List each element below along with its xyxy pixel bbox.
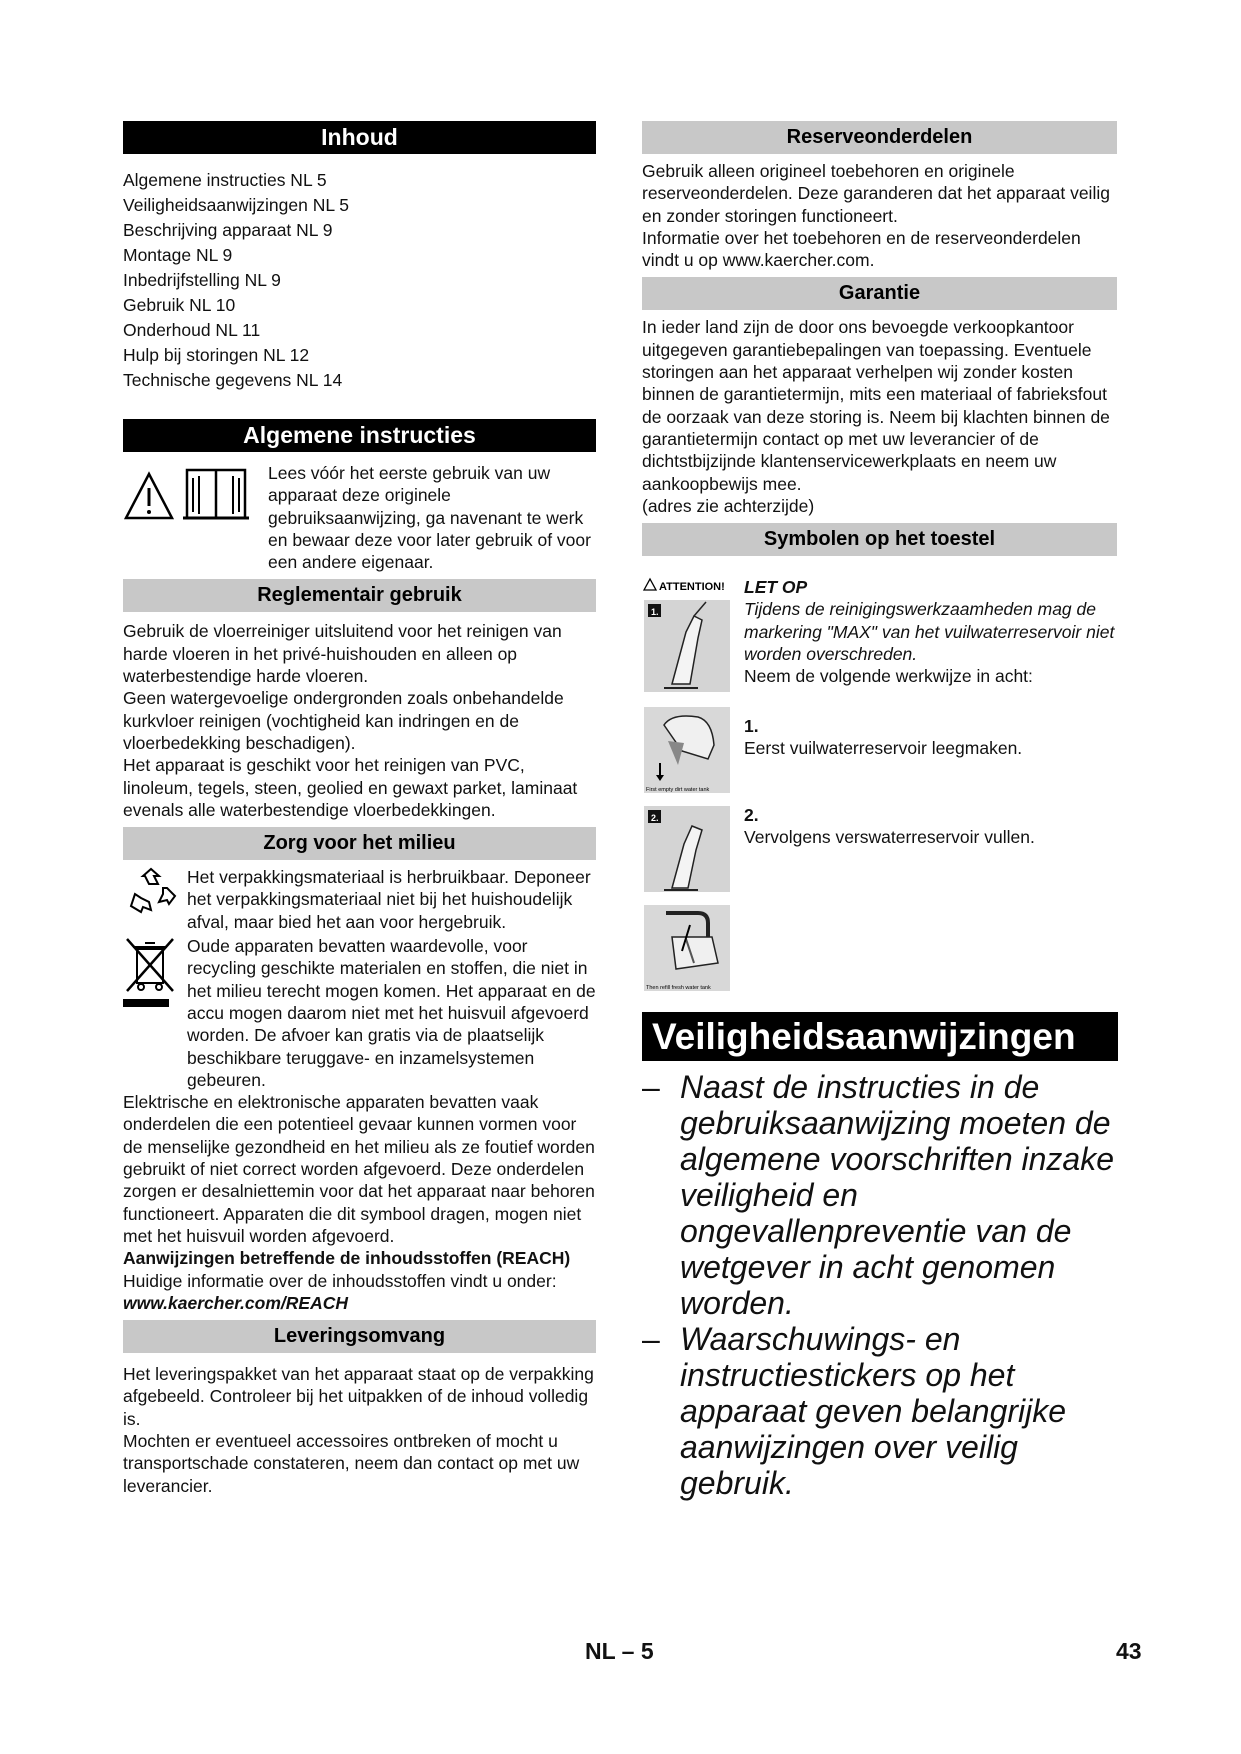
safety-item — [642, 1069, 1117, 1321]
manual-book-icon — [183, 470, 249, 518]
step1-badge: 1. — [651, 607, 659, 618]
empty-tank-image — [642, 705, 732, 800]
toc-item[interactable]: Beschrijving apparaat NL 9 — [123, 220, 333, 240]
symbol-row-4 — [642, 903, 1117, 998]
warranty-text-2: (adres zie achterzijde) — [642, 495, 815, 516]
recycle-block — [123, 866, 596, 933]
dash-marker: – — [642, 1321, 660, 1358]
step2-text-block — [744, 804, 1035, 899]
symbol-row-1 — [642, 576, 1117, 701]
usage-text-1: Gebruik de vloerreiniger uitsluitend voor het reinigen van harde vloeren in het privé-huishouden en alleen op waterbestendige harde vloeren. — [123, 621, 562, 687]
caption-fill: Then refill fresh water tank — [646, 985, 711, 992]
step2-number: 2. — [744, 805, 759, 826]
caption-empty: First empty dirt water tank — [646, 787, 710, 794]
dash-marker: – — [642, 1069, 660, 1106]
symbols-heading: Symbolen op het toestel — [642, 523, 1117, 556]
safety-text-1: Naast de instructies in de gebruiksaanwijzing moeten de algemene voorschriften inzake veiligheid en ongevallenpreventie van de wetgever in acht genomen worden. — [680, 1069, 1115, 1322]
step1-text: Eerst vuilwaterreservoir leegmaken. — [744, 738, 1023, 759]
safety-heading: Veiligheidsaanwijzingen — [642, 1012, 1118, 1061]
warning-manual-icons — [123, 462, 268, 573]
safety-item — [642, 1321, 1117, 1501]
letop-label: LET OP — [744, 577, 808, 598]
recycle-text: Het verpakkingsmateriaal is herbruikbaar. Deponeer het verpakkingsmateriaal niet bij het huishoudelijk afval, maar bied het aan voor hergebruik. — [187, 867, 591, 932]
step2-badge: 2. — [651, 813, 659, 824]
toc-item[interactable]: Hulp bij storingen NL 12 — [123, 345, 310, 365]
max-warning: Tijdens de reinigingswerkzaamheden mag de markering "MAX" van het vuilwaterreservoir niet worden overschreden. — [744, 599, 1115, 665]
symbol-row-3 — [642, 804, 1117, 899]
toc-item[interactable]: Inbedrijfstelling NL 9 — [123, 270, 281, 290]
warranty-text-1: In ieder land zijn de door ons bevoegde verkoopkantoor uitgegeven garantiebepalingen van toepassing. Eventuele storingen aan het apparaat verhelpen wij zonder kosten binnen de garantietermijn, mits een materiaal of fabrieksfout de oorzaak van deze storing is. Neem bij klachten binnen de garantietermijn contact op met uw leverancier of de dichtstbijzijnde klantenservicewerkplaats en neem uw aankoopbewijs mee. — [642, 317, 1110, 494]
section-page-label: NL – 5 — [585, 1638, 654, 1664]
toc-item[interactable]: Technische gegevens NL 14 — [123, 370, 343, 390]
safety-text-2: Waarschuwings- en instructiestickers op het apparaat geven belangrijke aanwijzingen over veilig gebruik. — [680, 1321, 1067, 1502]
delivery-text-1: Het leveringspakket van het apparaat staat op de verpakking afgebeeld. Controleer bij het uitpakken of de inhoud volledig is. — [123, 1364, 594, 1429]
page-number: 43 — [1116, 1638, 1142, 1664]
step2-image — [642, 804, 732, 899]
usage-text-3: Het apparaat is geschikt voor het reinigen van PVC, linoleum, tegels, steen, geolied en gewaxt parket, laminaat evenals alle waterbestendige vloerbedekkingen. — [123, 755, 578, 820]
toc-item[interactable]: Algemene instructies NL 5 — [123, 170, 327, 190]
usage-text-2: Geen watergevoelige ondergronden zoals onbehandelde kurkvloer reinigen (vochtigheid kan indringen en de vloerbedekking beschadigen). — [123, 688, 564, 753]
electronics-text: Elektrische en elektronische apparaten bevatten vaak onderdelen die een potentieel gevaar kunnen vormen voor de menselijke gezondheid en het milieu als ze foutief worden gebruikt of niet correct worden afgevoerd. Deze onderdelen zorgen er desalniettemin voor dat het apparaat naar behoren functioneert. Apparaten die dit symbool dragen, mogen niet met het huisvuil worden afgevoerd. — [123, 1092, 595, 1246]
table-of-contents — [123, 168, 596, 393]
weee-block — [123, 935, 596, 1091]
parts-text-1: Gebruik alleen origineel toebehoren en originele reserveonderdelen. Deze garanderen dat het apparaat veilig en zonder storingen functioneert. — [642, 161, 1110, 226]
attention-triangle-icon — [644, 579, 656, 590]
toc-item[interactable]: Veiligheidsaanwijzingen NL 5 — [123, 195, 350, 215]
general-block — [123, 462, 596, 573]
attention-label: ATTENTION! — [659, 581, 725, 594]
usage-heading: Reglementair gebruik — [123, 579, 596, 612]
parts-heading: Reserveonderdelen — [642, 121, 1117, 154]
symbol-row-2 — [642, 705, 1117, 800]
crossed-bin-icon — [123, 935, 187, 1091]
delivery-text-2: Mochten er eventueel accessoires ontbreken of mocht u transportschade constateren, neem dan contact op met uw leverancier. — [123, 1430, 580, 1496]
toc-item[interactable]: Gebruik NL 10 — [123, 295, 236, 315]
step1-text-block — [744, 705, 1022, 800]
toc-item[interactable]: Montage NL 9 — [123, 245, 233, 265]
procedure-text: Neem de volgende werkwijze in acht: — [744, 666, 1033, 687]
fill-tank-image — [642, 903, 732, 998]
toc-heading: Inhoud — [123, 121, 596, 154]
attention-step1-image — [642, 576, 732, 701]
symbol-warning-text — [744, 576, 1117, 701]
general-text: Lees vóór het eerste gebruik van uw apparaat deze originele gebruiksaanwijzing, ga navenant te werk en bewaar deze voor later gebruik of voor een andere eigenaar. — [268, 463, 591, 573]
step2-text: Vervolgens verswaterreservoir vullen. — [744, 827, 1035, 848]
reach-title: Aanwijzingen betreffende de inhoudsstoffen (REACH) — [123, 1248, 571, 1269]
toc-item[interactable]: Onderhoud NL 11 — [123, 320, 261, 340]
reach-link[interactable]: www.kaercher.com/REACH — [123, 1292, 348, 1313]
reach-text: Huidige informatie over de inhoudsstoffen vindt u onder: — [123, 1270, 557, 1291]
right-column — [642, 121, 1117, 1501]
step1-number: 1. — [744, 716, 759, 737]
warning-triangle-icon — [123, 462, 263, 522]
environment-heading: Zorg voor het milieu — [123, 827, 596, 860]
delivery-heading: Leveringsomvang — [123, 1320, 596, 1353]
weee-text: Oude apparaten bevatten waardevolle, voor recycling geschikte materialen en stoffen, die niet in het milieu terecht mogen komen. Het apparaat en de accu mogen daarom niet met het huisvuil afgevoerd worden. De afvoer kan gratis via de plaatselijk beschikbare teruggave- en inzamelsystemen gebeuren. — [187, 936, 596, 1090]
warranty-heading: Garantie — [642, 277, 1117, 310]
left-column — [123, 121, 596, 1497]
general-heading: Algemene instructies — [123, 419, 596, 452]
recycle-icon — [123, 866, 187, 933]
parts-text-2: Informatie over het toebehoren en de reserveonderdelen vindt u op www.kaercher.com. — [642, 227, 1081, 271]
